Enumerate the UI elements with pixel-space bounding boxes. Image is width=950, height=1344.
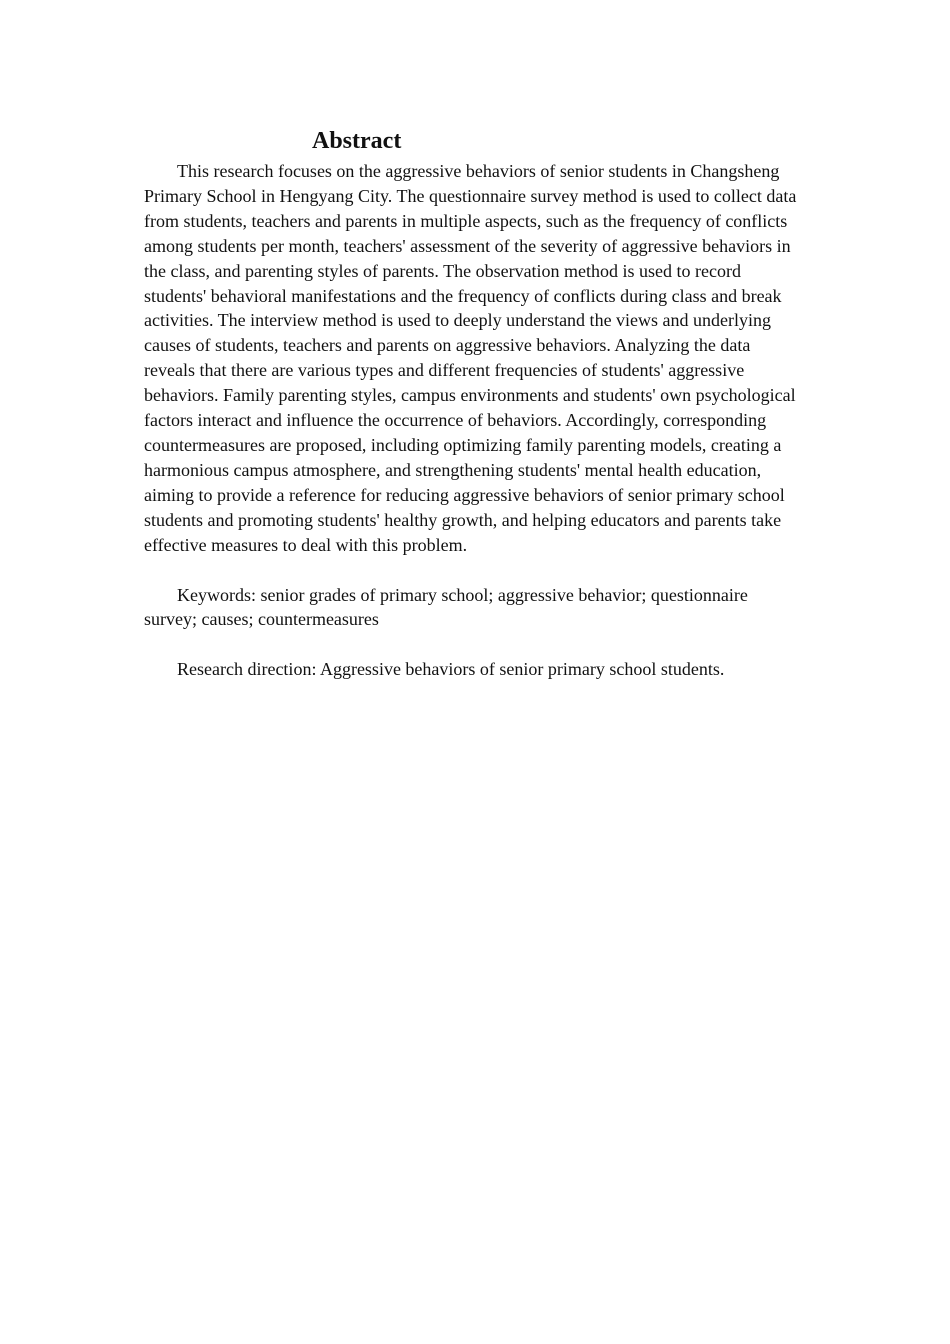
abstract-title: Abstract [312, 128, 402, 154]
abstract-body: This research focuses on the aggressive behaviors of senior students in Changsheng Primary School in Hengyang City. The questionnaire survey method is used to collect data from students, teachers and parents in multiple aspects, such as the frequency of conflicts among students per month, teachers' assessment of the severity of aggressive behaviors in the class, and parenting styles of parents. The observation method is used to record students' behavioral manifestations and the frequency of conflicts during class and break activities. The interview method is used to deeply understand the views and underlying causes of students, teachers and parents on aggressive behaviors. Analyzing the data reveals that there are various types and different frequencies of students' aggressive behaviors. Family parenting styles, campus environments and students' own psychological factors interact and influence the occurrence of behaviors. Accordingly, corresponding countermeasures are proposed, including optimizing family parenting models, creating a harmonious campus atmosphere, and strengthening students' mental health education, aiming to provide a reference for reducing aggressive behaviors of senior primary school students and promoting students' healthy growth, and helping educators and parents take effective measures to deal with this problem. [144, 161, 797, 555]
research-direction-paragraph: Research direction: Aggressive behaviors of senior primary school students. [177, 659, 725, 680]
paragraph-spacer [144, 558, 804, 583]
document-page [144, 126, 804, 682]
keywords-paragraph: Keywords: senior grades of primary school; aggressive behavior; questionnaire survey; causes; countermeasures [144, 584, 748, 630]
paragraph-spacer [144, 632, 804, 657]
